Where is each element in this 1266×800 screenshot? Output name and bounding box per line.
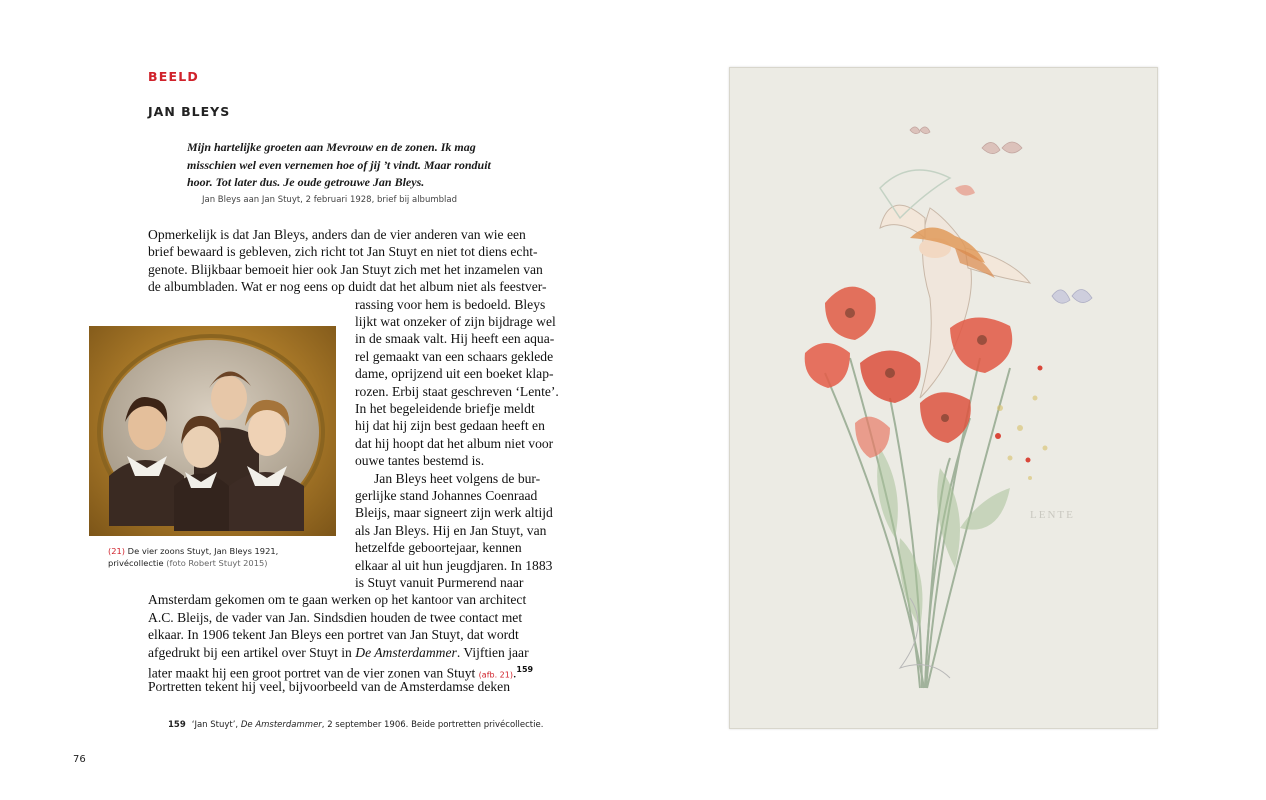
body-text-span: . [512, 665, 517, 681]
footnote-marker[interactable]: 159 [516, 665, 534, 674]
article-author: JAN BLEYS [148, 104, 231, 119]
body-line: dame, oprijzend uit een boeket klap- [355, 366, 554, 382]
body-line: de albumbladen. Wat er nog eens op duidt dat het album niet als feestver- [148, 279, 547, 295]
section-title: BEELD [148, 69, 199, 84]
caption-text: De vier zoons Stuyt, Jan Bleys 1921, [125, 546, 279, 556]
figure-number: (21) [108, 546, 126, 556]
body-line: rel gemaakt van een schaars geklede [355, 348, 554, 364]
body-line: is Stuyt vanuit Purmerend naar [355, 575, 524, 590]
body-line: als Jan Bleys. Hij en Jan Stuyt, van [355, 522, 547, 538]
footnote-text: , 2 september 1906. Beide portretten privécollectie. [321, 720, 544, 730]
body-line: genote. Blijkbaar bemoeit hier ook Jan Stuyt zich met het inzamelen van [148, 261, 543, 277]
body-text-span: later maakt hij een groot portret van de vier zonen van Stuyt [148, 665, 479, 681]
watercolor-artwork [729, 67, 1158, 729]
figure-reference-link[interactable]: (afb. 21) [478, 670, 513, 680]
body-line: Amsterdam gekomen om te gaan werken op het kantoor van architect [148, 592, 527, 608]
portrait-illustration [89, 326, 336, 536]
quote-line: Mijn hartelijke groeten aan Mevrouw en de zonen. Ik mag [187, 140, 476, 154]
body-line: Jan Bleys heet volgens de bur- [374, 470, 541, 486]
body-line: Opmerkelijk is dat Jan Bleys, anders dan de vier anderen van wie een [148, 227, 526, 242]
portrait-photo [89, 326, 336, 536]
photo-credit: (foto Robert Stuyt 2015) [166, 558, 268, 568]
footnote-text: ‘Jan Stuyt’, [191, 720, 241, 730]
body-line: rozen. Erbij staat geschreven ‘Lente’. [355, 383, 559, 399]
body-line: brief bewaard is gebleven, zich richt tot Jan Stuyt en niet tot diens echt- [148, 244, 538, 260]
body-line: Bleijs, maar signeert zijn werk altijd [355, 505, 553, 521]
body-line: Portretten tekent hij veel, bijvoorbeeld van de Amsterdamse deken [148, 679, 511, 695]
body-line: hij dat hij zijn best gedaan heeft en [355, 418, 545, 434]
body-line [148, 644, 529, 661]
figure-caption [108, 557, 268, 569]
body-text-span: . Vijftien jaar [456, 644, 529, 660]
body-line: in de smaak valt. Hij heeft een aqua- [355, 331, 555, 347]
caption-text: privécollectie [108, 558, 167, 568]
body-line: gerlijke stand Johannes Coenraad [355, 488, 538, 503]
body-line: elkaar. In 1906 tekent Jan Bleys een portret van Jan Stuyt, dat wordt [148, 627, 519, 643]
body-line: In het begeleidende briefje meldt [355, 401, 535, 416]
publication-title: De Amsterdammer [355, 644, 457, 660]
body-line: elkaar al uit hun jeugdjaren. In 1883 [355, 557, 553, 573]
epigraph-quote [187, 139, 517, 205]
body-line: lijkt wat onzeker of zijn bijdrage wel [355, 314, 556, 329]
quote-line: misschien wel even vernemen hoe of jij ’t vindt. Maar ronduit [187, 157, 491, 172]
publication-title: De Amsterdammer [240, 720, 322, 730]
figure-caption [108, 545, 278, 557]
footnote-number: 159 [168, 720, 186, 730]
body-text-span: afgedrukt bij een artikel over Stuyt in [148, 644, 356, 660]
quote-line: hoor. Tot later dus. Je oude getrouwe Jan Bleys. [187, 175, 425, 189]
body-line: rassing voor hem is bedoeld. Bleys [355, 296, 546, 312]
quote-source: Jan Bleys aan Jan Stuyt, 2 februari 1928, brief bij albumblad [202, 194, 457, 205]
page-number: 76 [73, 754, 86, 765]
artwork-inscription: LENTE [1030, 509, 1075, 521]
body-line: hetzelfde geboortejaar, kennen [355, 540, 522, 556]
footnote [168, 720, 543, 730]
poppy-bouquet-illustration [730, 68, 1157, 728]
body-line: A.C. Bleijs, de vader van Jan. Sindsdien houden de twee contact met [148, 609, 523, 625]
body-line: dat hij hoopt dat het album niet voor [355, 435, 554, 451]
body-line: ouwe tantes bestemd is. [355, 453, 485, 469]
